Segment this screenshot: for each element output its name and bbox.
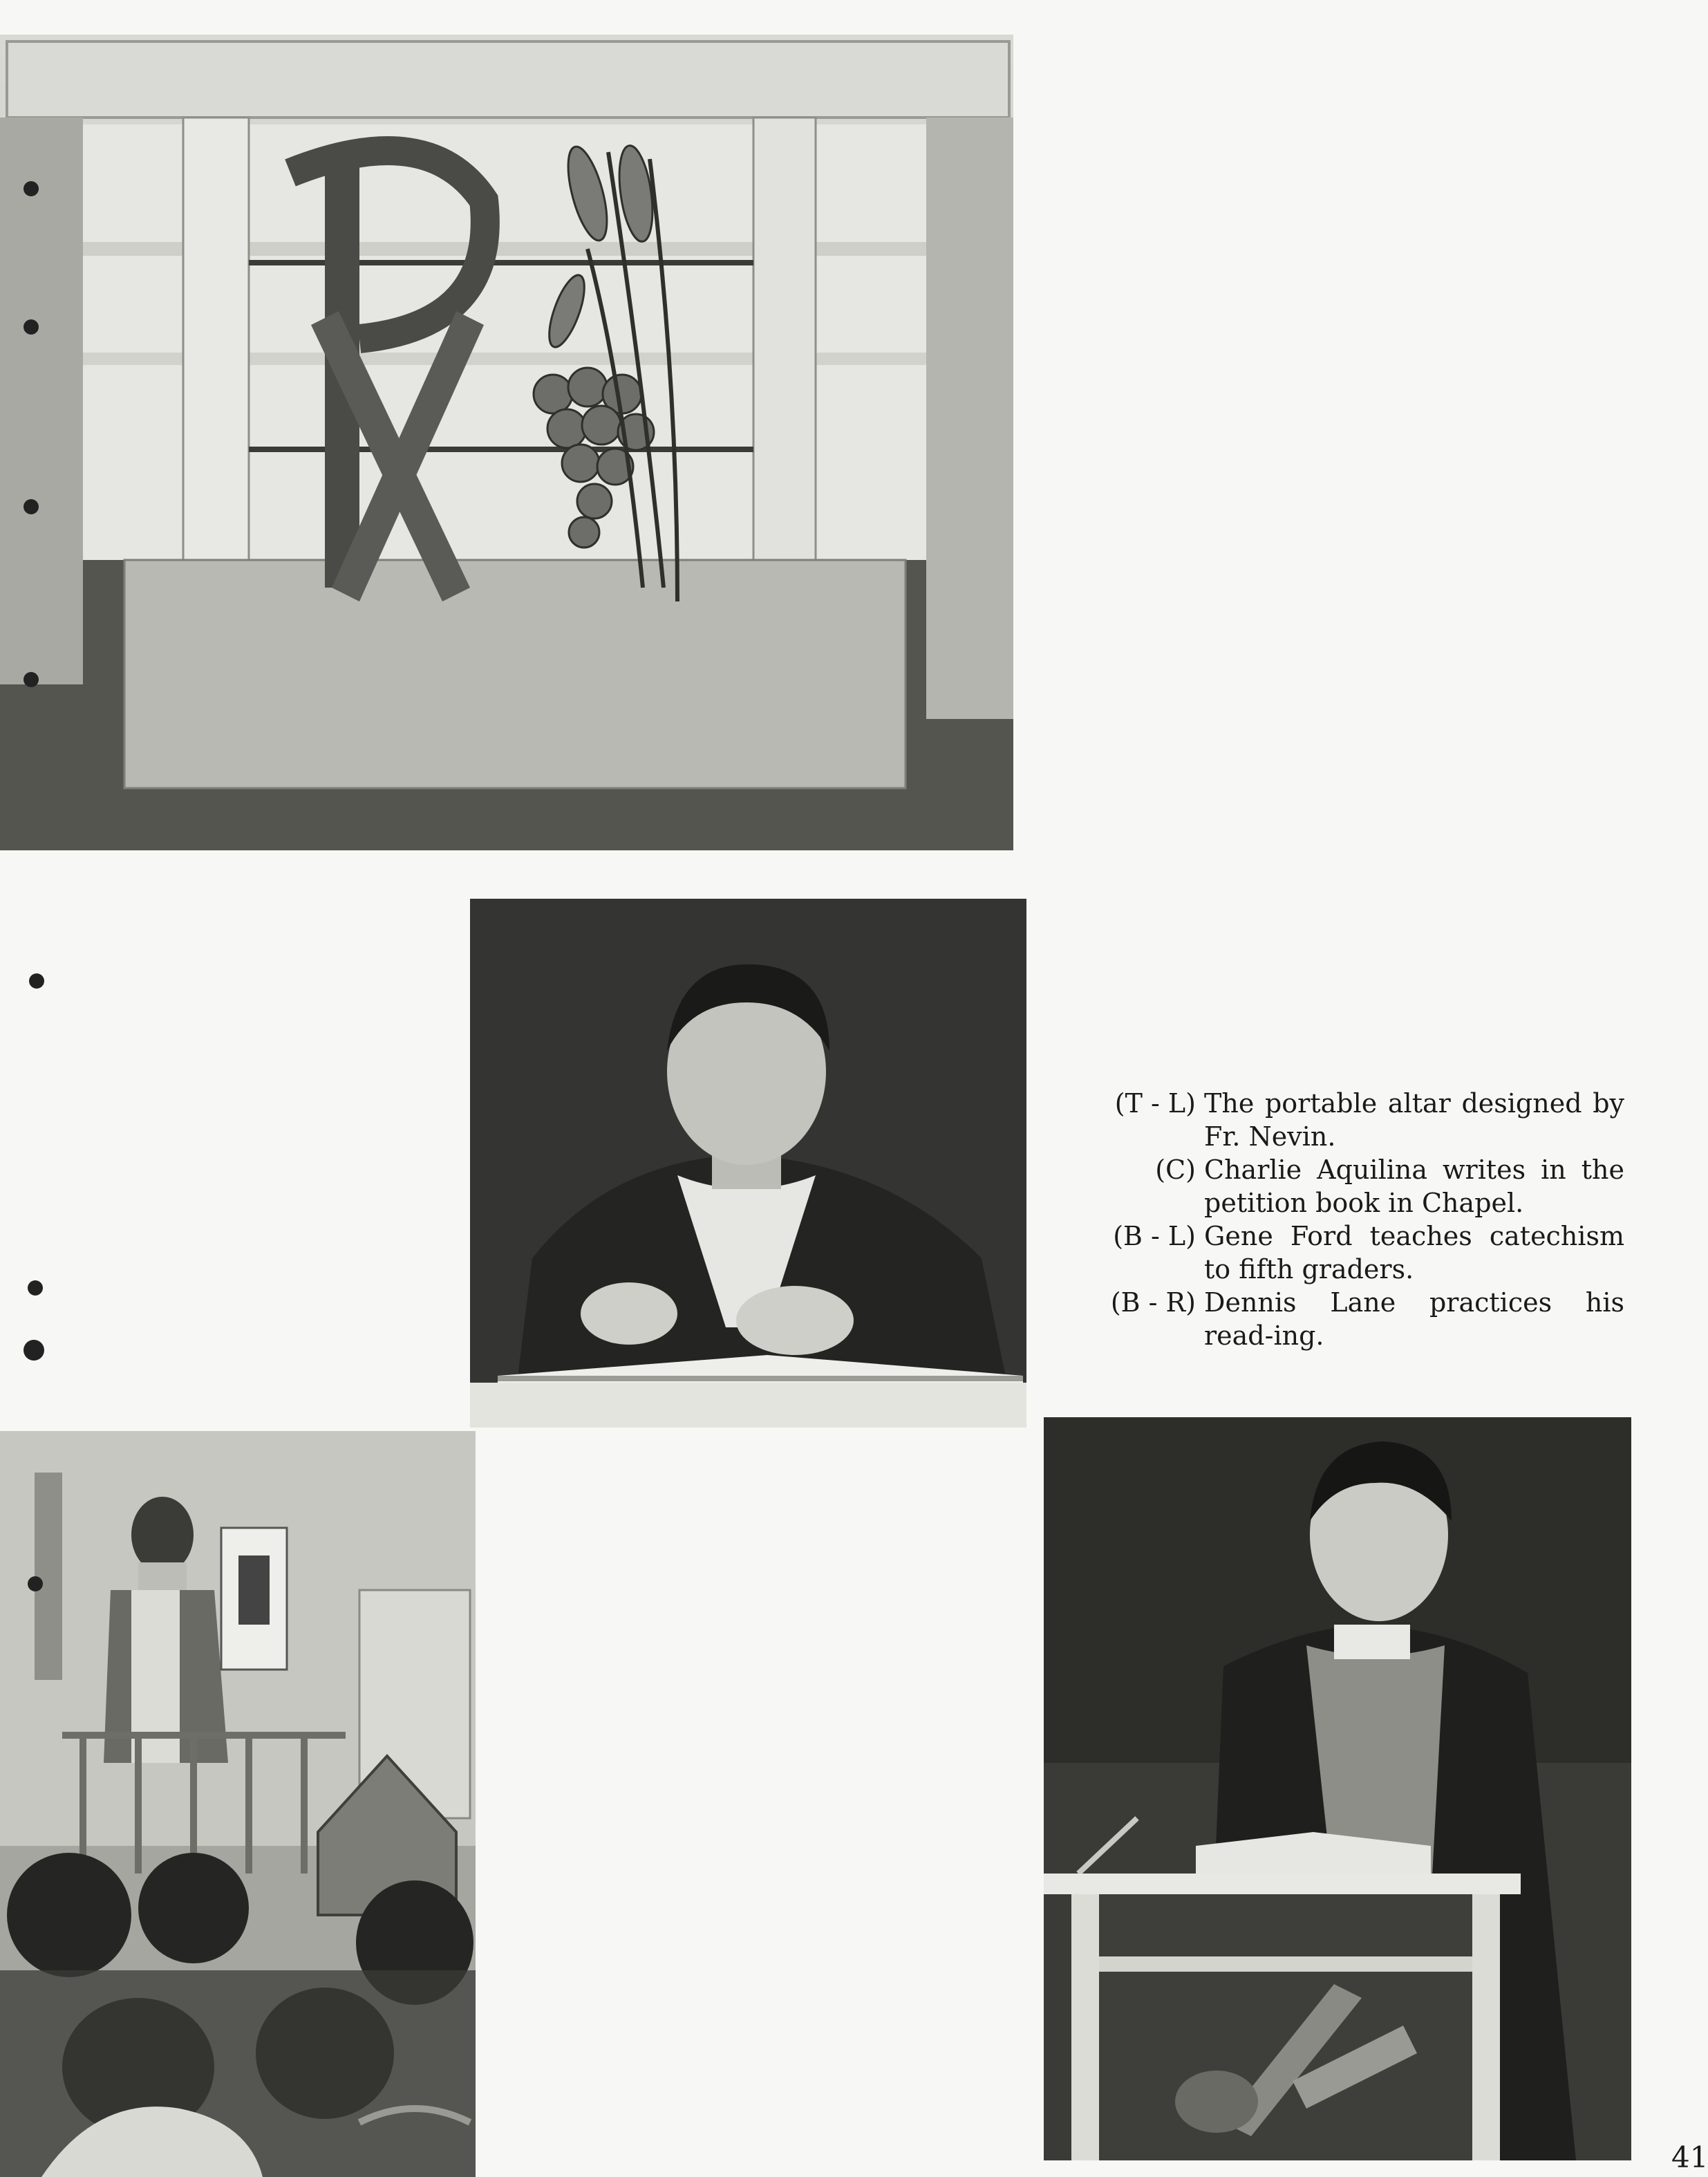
caption-label: (B - L)	[1113, 1221, 1196, 1251]
binder-hole	[24, 1340, 44, 1361]
caption-top-left	[1099, 1087, 1624, 1153]
caption-center	[1099, 1153, 1624, 1220]
caption-label: (C)	[1155, 1155, 1196, 1185]
caption-text: Gene Ford teaches catechism to fifth graders.	[1204, 1221, 1624, 1284]
binder-hole	[28, 1280, 43, 1296]
binder-hole	[24, 499, 39, 514]
caption-label: (B - R)	[1110, 1287, 1196, 1318]
catechism-class-photo	[0, 1431, 476, 2177]
caption-text: Charlie Aquilina writes in the petition book in Chapel.	[1204, 1155, 1624, 1218]
caption-text: The portable altar designed by Fr. Nevin.	[1204, 1088, 1624, 1152]
petition-book-photo	[470, 899, 1026, 1428]
binder-hole	[29, 973, 44, 989]
caption-bottom-left	[1099, 1220, 1624, 1286]
photo-captions	[1099, 1087, 1624, 1352]
caption-label: (T - L)	[1114, 1088, 1196, 1119]
caption-bottom-right	[1099, 1286, 1624, 1352]
binder-hole	[24, 319, 39, 335]
binder-hole	[24, 181, 39, 196]
caption-text: Dennis Lane practices his read-ing.	[1204, 1287, 1624, 1351]
page-number: 41	[1671, 2140, 1708, 2174]
reading-practice-photo	[1044, 1417, 1631, 2160]
binder-hole	[24, 672, 39, 687]
portable-altar-photo	[0, 35, 1013, 850]
binder-hole	[28, 1576, 43, 1591]
